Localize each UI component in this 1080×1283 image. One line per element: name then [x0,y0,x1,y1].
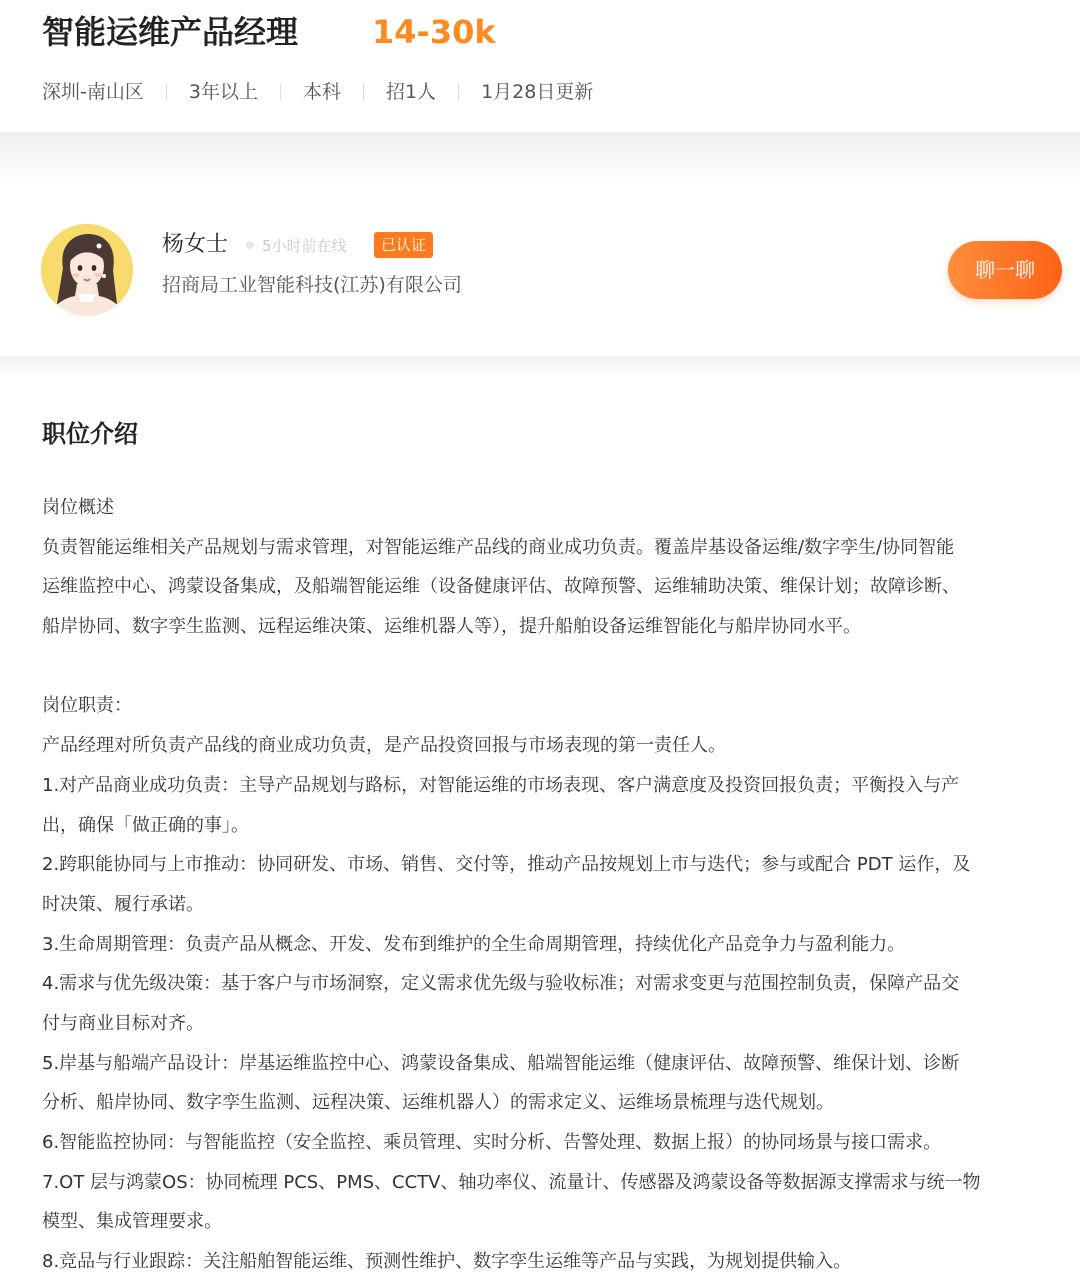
description-blank-line [42,647,1054,687]
description-line: 7.OT 层与鸿蒙OS：协同梳理 PCS、PMS、CCTV、轴功率仪、流量计、传感器及鸿蒙设备等数据源支撑需求与统一物 [42,1171,981,1193]
headcount: 招1人 [385,81,437,103]
job-title: 智能运维产品经理 [42,13,299,51]
online-status-text: 5小时前在线 [262,236,347,255]
description-line: 1.对产品商业成功负责：主导产品规划与路标，对智能运维的市场表现、客户满意度及投资回报负责；平衡投入与产 [42,774,960,796]
divider [363,83,364,101]
divider [166,83,167,101]
avatar-illustration-icon [41,224,133,316]
job-description [42,488,1054,1282]
description-line: 4.需求与优先级决策：基于客户与市场洞察，定义需求优先级与验收标准；对需求变更与范围控制负责，保障产品交 [42,973,960,995]
description-line: 6.智能监控协同：与智能监控（安全监控、乘员管理、实时分析、告警处理、数据上报）的协同场景与接口需求。 [42,1132,942,1153]
section-title: 职位介绍 [42,420,138,448]
divider [458,83,459,101]
chat-button[interactable]: 聊一聊 [948,241,1062,299]
job-header [0,0,1080,132]
section-gap [0,132,1080,184]
education: 本科 [302,81,341,103]
recruiter-name: 杨女士 [162,232,229,257]
job-meta [42,76,593,108]
status-dot-icon [246,241,254,249]
description-line: 岗位概述 [42,497,114,518]
verified-badge: 已认证 [374,232,433,258]
description-line: 产品经理对所负责产品线的商业成功负责，是产品投资回报与市场表现的第一责任人。 [42,735,726,757]
online-status [246,233,347,257]
description-line: 船岸协同、数字孪生监测、远程运维决策、运维机器人等），提升船舶设备运维智能化与船岸协同水平。 [42,616,861,638]
description-line: 3.生命周期管理：负责产品从概念、开发、发布到维护的全生命周期管理，持续优化产品竞争力与盈利能力。 [42,933,906,955]
description-line: 模型、集成管理要求。 [42,1211,222,1233]
divider [280,83,281,101]
description-line: 8.竞品与行业跟踪：关注船舶智能运维、预测性维护、数字孪生运维等产品与实践，为规划提供输入。 [42,1251,852,1273]
description-line: 出，确保「做正确的事」。 [42,814,249,836]
description-line: 付与商业目标对齐。 [42,1012,204,1034]
section-gap [0,356,1080,378]
location: 深圳-南山区 [42,81,144,103]
recruiter-avatar[interactable] [41,224,133,316]
description-line: 岗位职责： [42,695,132,717]
company-name[interactable]: 招商局工业智能科技(江苏)有限公司 [162,274,462,296]
description-line: 运维监控中心、鸿蒙设备集成，及船端智能运维（设备健康评估、故障预警、运维辅助决策、维保计划；故障诊断、 [42,576,960,598]
recruiter-card [0,184,1080,356]
description-line: 分析、船岸协同、数字孪生监测、远程决策、运维机器人）的需求定义、运维场景梳理与迭代规划。 [42,1092,834,1114]
update-date: 1月28日更新 [481,81,594,103]
experience: 3年以上 [188,81,258,103]
description-line: 时决策、履行承诺。 [42,893,204,915]
salary: 14-30k [372,13,496,51]
description-line: 负责智能运维相关产品规划与需求管理，对智能运维产品线的商业成功负责。覆盖岸基设备运维/数字孪生/协同智能 [42,536,955,558]
description-line: 5.岸基与船端产品设计：岸基运维监控中心、鸿蒙设备集成、船端智能运维（健康评估、故障预警、维保计划、诊断 [42,1052,960,1074]
description-line: 2.跨职能协同与上市推动：协同研发、市场、销售、交付等，推动产品按规划上市与迭代；参与或配合 PDT 运作，及 [42,854,971,876]
